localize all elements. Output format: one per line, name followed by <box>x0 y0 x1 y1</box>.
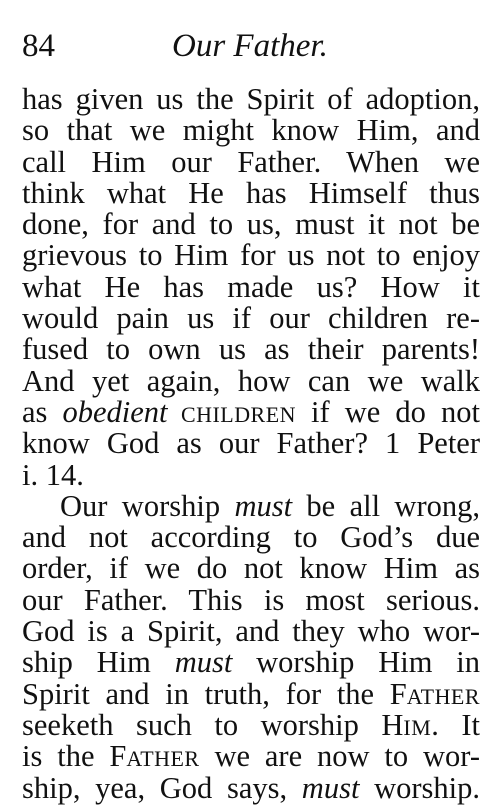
italic-word: obedient <box>62 394 168 429</box>
text-run: Spirit and in truth, for the F <box>22 676 407 711</box>
text-run: . It <box>431 707 480 742</box>
text-run: we are now to wor- <box>199 739 480 774</box>
text-run: is the F <box>22 739 127 774</box>
text-line: think what He has Himself thus <box>22 175 480 210</box>
text-run: ship Him <box>22 645 175 680</box>
text-line: our Father. This is most serious. <box>22 582 480 617</box>
text-run: be all wrong, <box>292 488 480 523</box>
text-line <box>22 741 480 772</box>
text-run: Our worship <box>60 488 235 523</box>
page-number: 84 <box>22 28 55 64</box>
body-text <box>22 84 480 804</box>
text-line: fused to own us as their parents! <box>22 332 480 367</box>
text-line: And yet again, how can we walk <box>22 363 480 398</box>
page-header <box>22 26 478 66</box>
text-run: seeketh such to worship H <box>22 707 404 742</box>
text-line: and not according to God’s due <box>22 520 480 555</box>
text-run: worship Him in <box>232 645 480 680</box>
small-caps-word: IM <box>403 714 432 740</box>
small-caps-word: CHILDREN <box>167 401 296 427</box>
text-run: worship. <box>359 770 480 805</box>
text-line <box>22 770 480 805</box>
small-caps-word: ATHER <box>406 683 480 709</box>
text-run: ship, yea, God says, <box>22 770 302 805</box>
text-line: would pain us if our children re- <box>22 301 480 336</box>
paragraph-2 <box>22 488 480 805</box>
text-line: know God as our Father? 1 Peter <box>22 426 480 461</box>
text-line <box>22 676 480 711</box>
text-line <box>22 647 480 678</box>
small-caps-word: ATHER <box>126 746 200 772</box>
italic-word: must <box>234 488 293 523</box>
text-line <box>22 707 480 742</box>
text-line: grievous to Him for us not to enjoy <box>22 238 480 273</box>
italic-word: must <box>301 770 360 805</box>
text-line: has given us the Spirit of adoption, <box>22 82 480 116</box>
text-run: as <box>22 394 63 429</box>
text-line: order, if we do not know Him as <box>22 551 480 586</box>
text-line: done, for and to us, must it not be <box>22 207 480 242</box>
text-line <box>22 394 480 429</box>
text-line: i. 14. <box>22 457 84 492</box>
text-run: if we do not <box>295 394 480 429</box>
text-line <box>22 488 480 523</box>
running-title: Our Father. <box>172 28 328 64</box>
text-line: God is a Spirit, and they who wor- <box>22 614 480 649</box>
text-line: call Him our Father. When we <box>22 144 480 179</box>
italic-word: must <box>174 645 233 680</box>
paragraph-1 <box>22 84 480 491</box>
text-line: what He has made us? How it <box>22 269 480 304</box>
text-line: so that we might know Him, and <box>22 113 480 148</box>
